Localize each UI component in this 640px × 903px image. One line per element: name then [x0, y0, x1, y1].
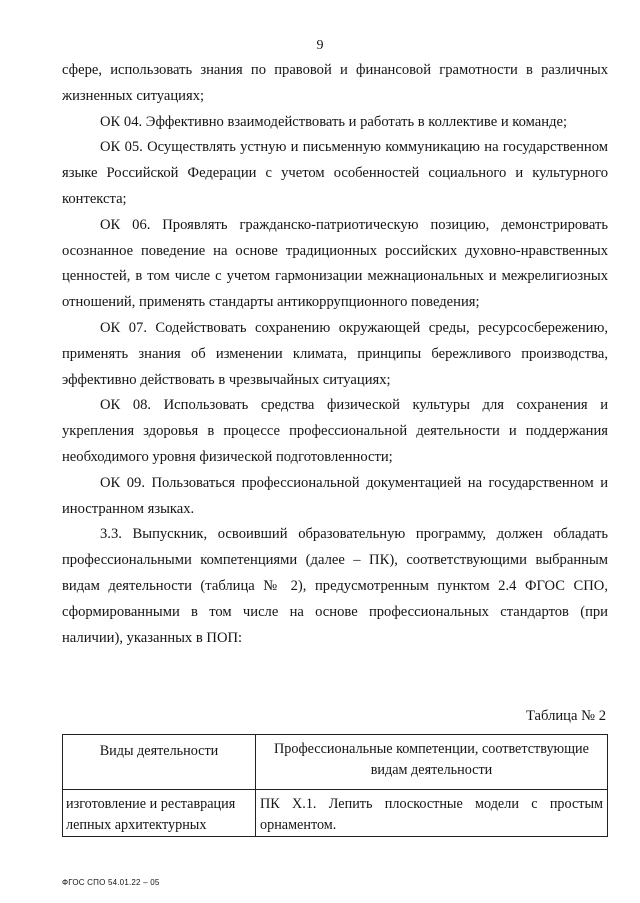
- footer-code: ФГОС СПО 54.01.22 – 05: [62, 878, 160, 887]
- paragraph-ok05: ОК 05. Осуществлять устную и письменную коммуникацию на государственном языке Российской Федерации с учетом особенностей социального и культурного контекста;: [62, 139, 608, 207]
- paragraph-ok04: ОК 04. Эффективно взаимодействовать и работать в коллективе и команде;: [100, 113, 568, 130]
- paragraph-3-3: 3.3. Выпускник, освоивший образовательную программу, должен обладать профессиональными компетенциями (далее – ПК), соответствующими выбранным видам деятельности (таблица № 2), предусмотренным пунктом 2.4 ФГОС СПО, сформированными в том числе на основе профессиональных стандартов (при наличии), указанных в ПОП:: [62, 526, 608, 646]
- cell-competence: ПК Х.1. Лепить плоскостные модели с простым орнаментом.: [256, 790, 608, 837]
- table-caption: Таблица № 2: [526, 708, 606, 724]
- header-competence: Профессиональные компетенции, соответствующие видам деятельности: [256, 735, 608, 790]
- table-row: [63, 790, 608, 837]
- paragraph-ok06: ОК 06. Проявлять гражданско-патриотическую позицию, демонстрировать осознанное поведение на основе традиционных российских духовно-нравственных ценностей, в том числе с учетом гармонизации межнациональных и межрелигиозных отношений, применять стандарты антикоррупционного поведения;: [62, 216, 608, 311]
- paragraph-ok07: ОК 07. Содействовать сохранению окружающей среды, ресурсосбережению, применять знания об изменении климата, принципы бережливого производства, эффективно действовать в чрезвычайных ситуациях;: [62, 319, 608, 388]
- document-body: [62, 58, 608, 651]
- header-activity: Виды деятельности: [63, 735, 256, 790]
- competence-table: [62, 734, 608, 837]
- paragraph-ok08: ОК 08. Использовать средства физической культуры для сохранения и укрепления здоровья в процессе профессиональной деятельности и поддержания необходимого уровня физической подготовленности;: [62, 397, 608, 465]
- paragraph-continuation: сфере, использовать знания по правовой и финансовой грамотности в различных жизненных ситуациях;: [62, 62, 608, 104]
- page-number: 9: [316, 38, 324, 53]
- cell-activity: изготовление и реставрация лепных архитектурных: [63, 790, 256, 837]
- table-header-row: [63, 735, 608, 790]
- paragraph-ok09: ОК 09. Пользоваться профессиональной документацией на государственном и иностранном языках.: [62, 474, 608, 517]
